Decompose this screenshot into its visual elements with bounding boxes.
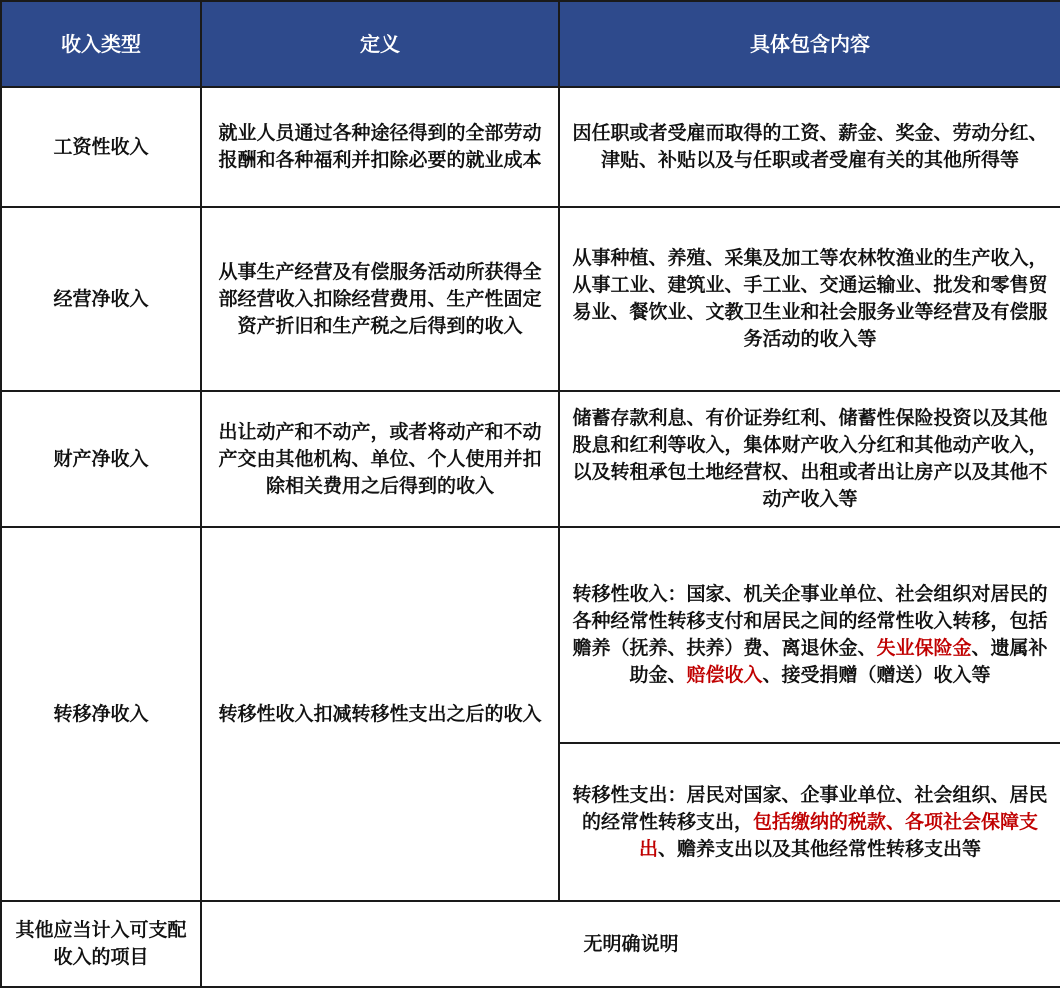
transfer-expense-highlight-1: 包括缴纳的税款、各项社会保障支出 (638, 810, 1039, 860)
header-content: 具体包含内容 (559, 1, 1060, 87)
table-row-other (1, 901, 1060, 987)
transfer-expense-text-1: 转移性支出：居民对国家、企事业单位、社会组织、居民的经常性转移支出， (572, 783, 1048, 833)
header-definition: 定义 (201, 1, 559, 87)
type-business: 经营净收入 (1, 207, 201, 391)
table-row-wage (1, 87, 1060, 207)
content-property: 储蓄存款利息、有价证券红利、储蓄性保险投资以及其他股息和红利等收入，集体财产收入分红和其他动产收入，以及转租承包土地经营权、出租或者出让房产以及其他不动产收入等 (559, 391, 1060, 527)
content-business: 从事种植、养殖、采集及加工等农林牧渔业的生产收入，从事工业、建筑业、手工业、交通运输业、批发和零售贸易业、餐饮业、文教卫生业和社会服务业等经营及有偿服务活动的收入等 (559, 207, 1060, 391)
transfer-income-text-1: 转移性收入：国家、机关企事业单位、社会组织对居民的各种经常性转移支付和居民之间的经常性收入转移，包括赡养（抚养、扶养）费、离退休金、 (572, 583, 1048, 659)
transfer-income-highlight-1: 失业保险金 (876, 637, 972, 659)
type-property: 财产净收入 (1, 391, 201, 527)
definition-transfer: 转移性收入扣减转移性支出之后的收入 (201, 527, 559, 901)
header-row (1, 1, 1060, 87)
header-type: 收入类型 (1, 1, 201, 87)
content-transfer-income (559, 527, 1060, 743)
transfer-income-highlight-2: 赔偿收入 (686, 664, 763, 686)
content-other: 无明确说明 (201, 901, 1060, 987)
type-other: 其他应当计入可支配收入的项目 (1, 901, 201, 987)
content-wage: 因任职或者受雇而取得的工资、薪金、奖金、劳动分红、津贴、补贴以及与任职或者受雇有关的其他所得等 (559, 87, 1060, 207)
table-row-property (1, 391, 1060, 527)
type-wage: 工资性收入 (1, 87, 201, 207)
definition-wage: 就业人员通过各种途径得到的全部劳动报酬和各种福利并扣除必要的就业成本 (201, 87, 559, 207)
transfer-income-text-2: 、遗属补助金、 (629, 637, 1048, 686)
definition-business: 从事生产经营及有偿服务活动所获得全部经营收入扣除经营费用、生产性固定资产折旧和生产税之后得到的收入 (201, 207, 559, 391)
transfer-income-text-3: 、接受捐赠（赠送）收入等 (762, 664, 991, 686)
table-row-transfer (1, 527, 1060, 743)
type-transfer: 转移净收入 (1, 527, 201, 901)
transfer-expense-text-2: 、赡养支出以及其他经常性转移支出等 (658, 837, 982, 860)
table-row-business (1, 207, 1060, 391)
content-transfer-expense (559, 743, 1060, 901)
definition-property: 出让动产和不动产，或者将动产和不动产交由其他机构、单位、个人使用并扣除相关费用之后得到的收入 (201, 391, 559, 527)
